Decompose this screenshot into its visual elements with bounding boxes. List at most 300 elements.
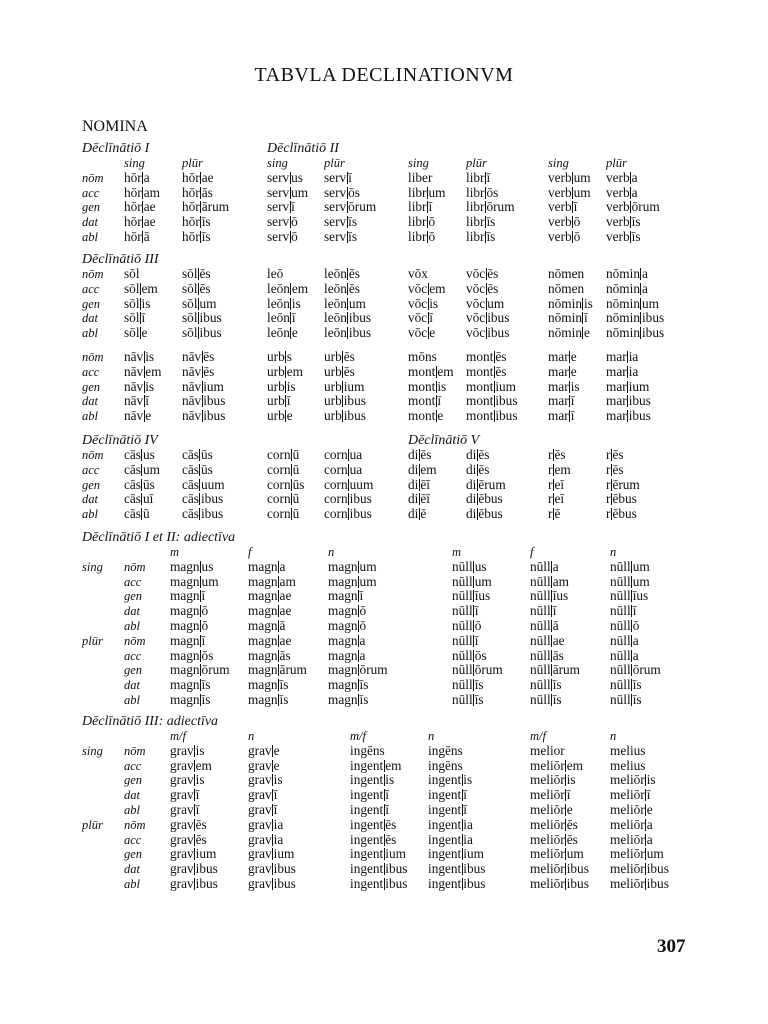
declined-form: urb is [267,378,296,394]
stem-divider [551,650,552,662]
stem-divider [551,679,552,691]
declined-form: urb ēs [324,349,355,364]
declined-form: nāv ēs [182,349,215,364]
stem-divider [611,464,612,476]
stem-divider [358,650,359,662]
stem-divider [384,878,385,890]
stem-divider [278,561,279,573]
stem-divider [141,493,142,505]
declined-form: grav ium [170,846,217,862]
case-label: gen [82,477,101,492]
stem-divider [627,395,628,407]
declined-form: hōr a [124,169,150,185]
stem-divider [582,327,583,339]
declined-form: nūll am [530,573,569,589]
stem-divider [194,789,195,801]
declined-form: cās ū [124,506,150,522]
declined-form: corn ibus [324,506,372,522]
declined-form: nāv is [124,349,155,364]
declined-form: vōc em [408,280,446,296]
declined-form: nūll ae [530,632,565,648]
declined-form: meliōr is [530,772,576,788]
declined-form: sōl [124,266,140,281]
stem-divider [384,760,385,772]
declension-heading: Dēclīnātiō I et II: adiectīva [82,530,236,545]
column-header: sing [124,156,145,170]
case-label: gen [124,589,143,604]
stem-divider [272,760,273,772]
declension-heading: Dēclīnātiō III: adiectīva [82,714,219,729]
stem-divider [358,620,359,632]
stem-divider [347,231,348,243]
stem-divider [384,819,385,831]
stem-divider [427,201,428,213]
declined-form: ingent ia [428,816,473,832]
declined-form: nūll a [610,647,639,663]
stem-divider [342,366,343,378]
declined-form: magn īs [248,691,289,707]
stem-divider [611,449,612,461]
stem-divider [645,774,646,786]
declined-form: r eī [548,476,565,492]
stem-divider [194,760,195,772]
stem-divider [494,366,495,378]
declined-form: mont ibus [466,393,518,409]
stem-divider [462,834,463,846]
stem-divider [358,694,359,706]
stem-divider [436,366,437,378]
stem-divider [200,590,201,602]
stem-divider [384,804,385,816]
stem-divider [565,878,566,890]
declined-form: leōn ibus [324,325,372,341]
declined-form: sōl ibus [182,310,222,326]
case-label: acc [82,462,100,477]
case-label: acc [124,574,142,589]
case-label: gen [82,296,101,311]
case-label: abl [82,229,98,244]
declined-form: urb ibus [324,393,366,409]
declined-form: nūll īs [530,677,562,693]
declined-form: mont e [408,408,444,424]
stem-divider [272,745,273,757]
column-header: sing [408,156,429,170]
declined-form: leōn ēs [324,266,360,281]
page-number: 307 [657,936,686,957]
declined-form: nāv is [124,378,155,394]
declined-form: serv ī [324,169,352,185]
case-label: abl [82,507,98,522]
stem-divider [384,863,385,875]
declined-form: magn um [328,573,377,589]
declined-form: ingent ia [428,831,473,847]
stem-divider [631,620,632,632]
stem-divider [565,774,566,786]
stem-divider [194,834,195,846]
stem-divider [473,664,474,676]
stem-divider [278,679,279,691]
declined-form: magn ī [170,588,206,604]
declined-form: meliōr a [610,831,653,847]
declined-form: corn ua [324,461,363,477]
stem-divider [553,464,554,476]
stem-divider [485,216,486,228]
number-label: sing [82,559,103,574]
declined-form: serv ōs [324,184,360,200]
declined-form: nūll ōrum [610,662,661,678]
declined-form: urb ī [267,393,291,409]
declined-form: grav is [170,772,205,788]
declined-form: nōmen [548,266,585,281]
declined-form: mar ibus [606,393,651,409]
case-label: gen [124,663,143,678]
declined-form: grav ibus [170,861,218,877]
declined-form: grav ibus [170,875,218,891]
declined-form: leōn is [267,295,301,311]
declined-form: cās ūs [182,447,213,462]
stem-divider [200,216,201,228]
stem-divider [565,760,566,772]
declined-form: meliōr ēs [530,816,578,832]
stem-divider [278,620,279,632]
declined-form: nūll um [610,558,650,574]
stem-divider [485,187,486,199]
declined-form: mar ibus [606,408,651,424]
stem-divider [645,878,646,890]
stem-divider [419,449,420,461]
stem-divider [428,312,429,324]
declined-form: mar ī [548,393,575,409]
stem-divider [347,327,348,339]
stem-divider [477,449,478,461]
stem-divider [290,231,291,243]
stem-divider [565,789,566,801]
number-label: sing [82,743,103,758]
stem-divider [569,366,570,378]
declined-form: ingent ī [428,801,467,817]
stem-divider [631,576,632,588]
stem-divider [199,493,200,505]
declined-form: corn ū [267,447,300,462]
column-header: plūr [324,156,345,170]
stem-divider [473,620,474,632]
stem-divider [419,493,420,505]
stem-divider [384,834,385,846]
stem-divider [202,395,203,407]
stem-divider [194,878,195,890]
case-label: nōm [124,743,146,758]
column-header: m/f [530,729,546,743]
stem-divider [291,479,292,491]
case-label: acc [124,648,142,663]
declined-form: meliōr em [530,757,583,773]
stem-divider [358,664,359,676]
declined-form: nūll um [452,573,492,589]
declined-form: nūll ō [610,617,640,633]
declined-form: verb īs [606,228,641,244]
stem-divider [142,216,143,228]
stem-divider [272,848,273,860]
declined-form: magn īs [248,677,289,693]
declined-form: magn ae [248,588,292,604]
declined-form: vōc ibus [466,310,510,326]
declined-form: grav is [170,742,205,758]
declined-form: hōr ae [124,214,156,230]
declined-form: magn ī [170,632,206,648]
stem-divider [358,561,359,573]
declined-form: nūll a [610,632,639,648]
stem-divider [462,789,463,801]
stem-divider [141,508,142,520]
stem-divider [290,172,291,184]
stem-divider [291,508,292,520]
declined-form: vōc e [408,325,436,341]
stem-divider [462,804,463,816]
stem-divider [202,410,203,422]
stem-divider [199,508,200,520]
stem-divider [645,848,646,860]
stem-divider [141,449,142,461]
declined-form: nūll ārum [530,662,581,678]
stem-divider [627,410,628,422]
stem-divider [199,449,200,461]
stem-divider [285,395,286,407]
declined-form: mar ium [606,378,650,394]
stem-divider [640,312,641,324]
declined-form: di ēs [466,461,490,477]
declined-form: vōc ibus [466,325,510,341]
declined-form: r ēs [606,461,624,477]
case-label: acc [82,281,100,296]
declined-form: mar ia [606,349,639,364]
declined-form: meliōr ibus [610,861,669,877]
stem-divider [551,664,552,676]
stem-divider [200,172,201,184]
declined-form: grav ia [248,831,284,847]
stem-divider [194,804,195,816]
declined-form: nāv ēs [182,363,215,379]
case-label: abl [124,618,140,633]
declined-form: corn uum [324,476,374,492]
declined-form: vōx [408,266,428,281]
declined-form: libr īs [466,214,496,230]
declined-form: nūll īus [452,588,491,604]
stem-divider [486,312,487,324]
stem-divider [347,172,348,184]
declined-form: leōn e [267,325,298,341]
declined-form: mont ibus [466,408,518,424]
declined-form: nōmin is [548,295,593,311]
stem-divider [485,172,486,184]
stem-divider [140,283,141,295]
declined-form: nūll ōs [452,647,487,663]
stem-divider [494,381,495,393]
stem-divider [347,216,348,228]
stem-divider [347,187,348,199]
stem-divider [285,410,286,422]
declined-form: ingent is [350,772,395,788]
stem-divider [553,449,554,461]
case-label: abl [82,326,98,341]
stem-divider [428,283,429,295]
declined-form: verb ō [548,228,581,244]
stem-divider [631,694,632,706]
column-header: n [610,545,617,559]
declined-form: meliōr ēs [530,831,578,847]
declined-form: libr ī [466,169,491,185]
declined-form: grav ēs [170,831,207,847]
case-label: gen [124,847,143,862]
stem-divider [630,187,631,199]
stem-divider [358,635,359,647]
declined-form: magn ā [248,617,286,633]
stem-divider [630,172,631,184]
declined-form: mont em [408,363,454,379]
declined-form: r eī [548,491,565,507]
stem-divider [627,381,628,393]
stem-divider [427,187,428,199]
declined-form: ingent ium [428,846,484,862]
declined-form: grav ibus [248,875,296,891]
declined-form: magn ās [248,647,291,663]
declined-form: ingent ibus [350,875,408,891]
declined-form: nāv ī [124,393,149,409]
case-label: dat [82,215,98,230]
stem-divider [142,187,143,199]
stem-divider [436,395,437,407]
declined-form: serv ō [267,214,298,230]
stem-divider [291,493,292,505]
stem-divider [202,351,203,363]
declined-form: cās us [124,447,155,462]
declined-form: serv us [267,169,303,185]
stem-divider [427,216,428,228]
stem-divider [348,464,349,476]
declined-form: serv īs [324,228,358,244]
declined-form: magn ō [170,603,209,619]
stem-divider [551,635,552,647]
stem-divider [494,395,495,407]
stem-divider [631,590,632,602]
declined-form: r ēbus [606,491,637,507]
declined-form: nūll ā [530,617,559,633]
stem-divider [200,664,201,676]
stem-divider [645,804,646,816]
stem-divider [144,395,145,407]
declined-form: cās ūs [182,461,213,477]
stem-divider [348,508,349,520]
declined-form: nōmin ibus [606,310,665,326]
declined-form: hōr ārum [182,199,230,215]
declined-form: vōc um [466,295,505,311]
stem-divider [553,508,554,520]
stem-divider [473,694,474,706]
case-label: acc [82,364,100,379]
stem-divider [348,479,349,491]
declension-heading: Dēclīnātiō IV [82,433,158,448]
case-label: nōm [82,350,104,364]
declined-form: verb ī [548,199,578,215]
case-label: dat [124,862,140,877]
stem-divider [290,298,291,310]
stem-divider [473,576,474,588]
declined-form: grav ī [248,787,278,803]
stem-divider [485,201,486,213]
declined-form: verb īs [606,214,641,230]
declined-form: leōn ēs [324,280,360,296]
declined-form: verb ō [548,214,581,230]
stem-divider [200,231,201,243]
stem-divider [427,231,428,243]
stem-divider [358,679,359,691]
column-header: f [530,545,534,559]
declined-form: ingent ibus [428,875,486,891]
stem-divider [473,590,474,602]
declension-heading: Dēclīnātiō I [82,141,150,156]
stem-divider [272,774,273,786]
stem-divider [551,576,552,588]
declined-form: sōl is [124,295,151,311]
stem-divider [462,863,463,875]
declined-form: mar e [548,349,577,364]
declined-form: grav ēs [170,816,207,832]
stem-divider [569,410,570,422]
declined-form: cās uī [124,491,154,507]
stem-divider [198,298,199,310]
declined-form: corn ibus [324,491,372,507]
declined-form: magn ōrum [170,662,230,678]
declined-form: hōr ās [182,184,213,200]
declined-form: libr īs [466,228,496,244]
declined-form: nūll īus [530,588,569,604]
declined-form: meliōr is [610,772,656,788]
stem-divider [627,351,628,363]
stem-divider [477,464,478,476]
declined-form: meliōr ibus [610,875,669,891]
declined-form: magn īs [170,677,211,693]
column-header: plūr [606,156,627,170]
stem-divider [200,679,201,691]
declined-form: nūll ī [530,603,557,619]
stem-divider [486,268,487,280]
declined-form: nōmin a [606,280,648,296]
declined-form: urb e [267,408,293,424]
stem-divider [348,493,349,505]
declined-form: leōn ī [267,310,296,326]
case-label: abl [124,876,140,891]
declined-form: vōc ī [408,310,433,326]
stem-divider [477,508,478,520]
declined-form: liber [408,169,433,185]
declined-form: nāv ium [182,378,224,394]
declined-form: magn ī [328,588,364,604]
declined-form: ingēns [428,757,463,773]
declined-form: nūll īus [610,588,649,604]
stem-divider [278,605,279,617]
declined-form: mont ium [466,378,517,394]
declined-form: magn um [328,558,377,574]
stem-divider [278,664,279,676]
stem-divider [199,479,200,491]
declined-form: nūll ō [452,617,482,633]
case-label: dat [82,492,98,507]
declined-form: mōns [408,349,437,364]
stem-divider [477,493,478,505]
stem-divider [582,312,583,324]
stem-divider [462,774,463,786]
stem-divider [572,187,573,199]
declined-form: grav em [170,757,212,773]
